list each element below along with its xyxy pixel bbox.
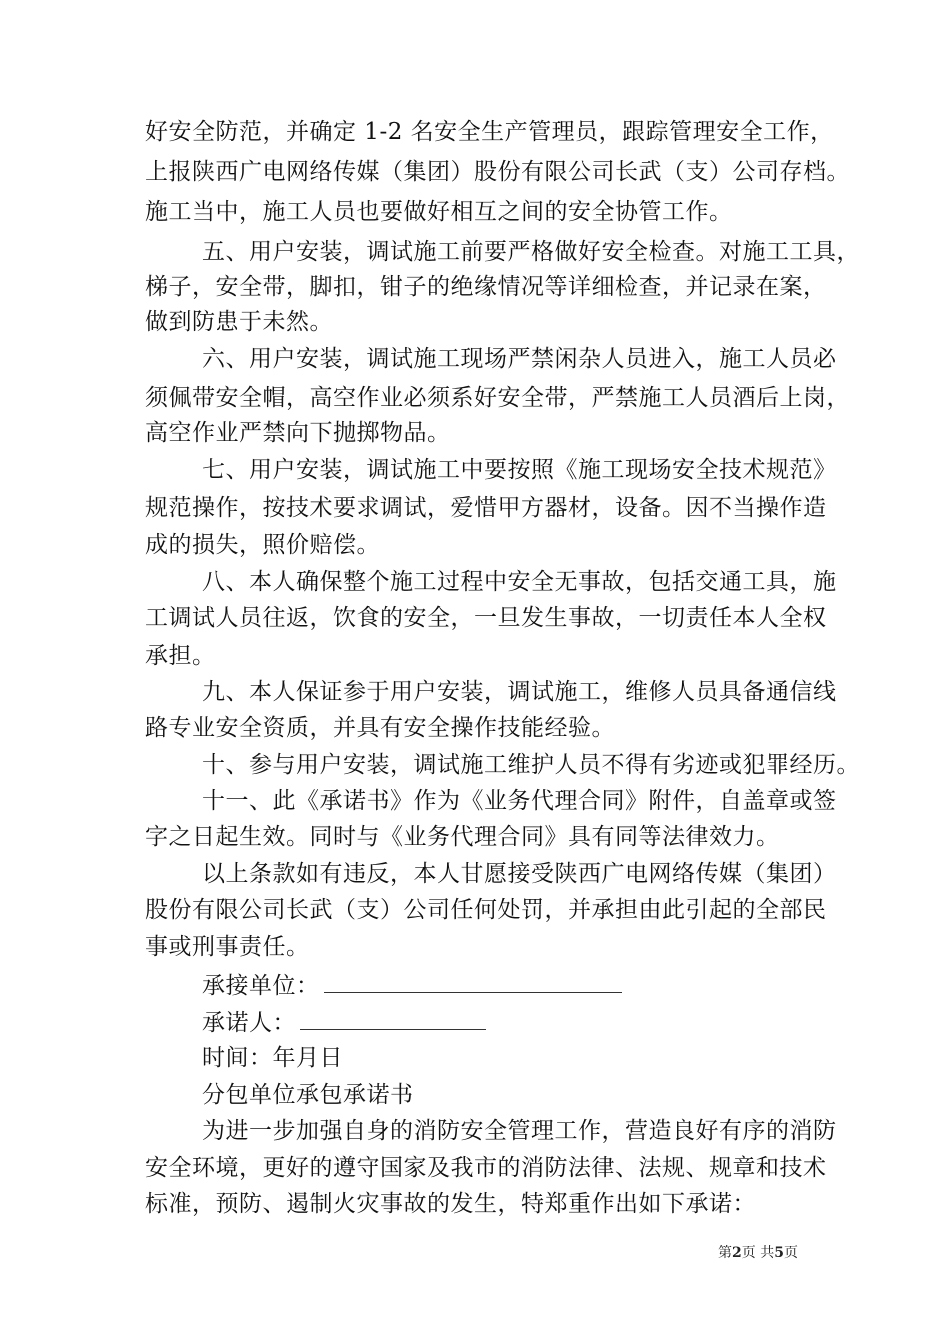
text-line: 施工当中，施工人员也要做好相互之间的安全协管工作。 [145, 199, 733, 225]
current-page-number: 2 [732, 1245, 742, 1261]
text-line: 十、参与用户安装，调试施工维护人员不得有劣迹或犯罪经历。 [202, 752, 860, 778]
text-line: 工调试人员往返，饮食的安全，一旦发生事故，一切责任本人全权 [145, 605, 827, 631]
text-line: 五、用户安装，调试施工前要严格做好安全检查。对施工工具， [202, 239, 860, 265]
footer-middle: 页 共 [741, 1245, 775, 1261]
text-line: 安全环境，更好的遵守国家及我市的消防法律、法规、规章和技术 [145, 1155, 827, 1181]
text-line: 为进一步加强自身的消防安全管理工作，营造良好有序的消防 [202, 1118, 837, 1144]
text-line: 高空作业严禁向下抛掷物品。 [145, 420, 451, 446]
text-line: 梯子，安全带，脚扣，钳子的绝缘情况等详细检查，并记录在案， [145, 274, 827, 300]
text-line: 做到防患于未然。 [145, 309, 333, 335]
text-line: 事或刑事责任。 [145, 934, 310, 960]
signature-unit-label: 承接单位： [202, 973, 320, 999]
page-number-footer [718, 1244, 798, 1262]
text-line: 成的损失，照价赔偿。 [145, 532, 380, 558]
text-line: 好安全防范，并确定 1-2 名安全生产管理员，跟踪管理安全工作， [145, 119, 834, 145]
text-line: 以上条款如有违反，本人甘愿接受陕西广电网络传媒（集团） [202, 861, 837, 887]
date-line: 时间：年月日 [202, 1045, 343, 1071]
text-line: 须佩带安全帽，高空作业必须系好安全带，严禁施工人员酒后上岗， [145, 385, 850, 411]
footer-suffix: 页 [783, 1245, 798, 1261]
text-line: 八、本人确保整个施工过程中安全无事故，包括交通工具，施 [202, 569, 837, 595]
text-line: 路专业安全资质，并具有安全操作技能经验。 [145, 715, 615, 741]
section-heading: 分包单位承包承诺书 [202, 1082, 414, 1108]
text-line: 规范操作，按技术要求调试，爱惜甲方器材，设备。因不当操作造 [145, 495, 827, 521]
text-line: 承担。 [145, 643, 216, 669]
footer-prefix: 第 [718, 1245, 732, 1261]
signature-unit-line [202, 970, 622, 1001]
signature-unit-blank[interactable] [324, 970, 622, 993]
text-line: 字之日起生效。同时与《业务代理合同》具有同等法律效力。 [145, 824, 780, 850]
signature-person-line [202, 1007, 486, 1038]
text-line: 六、用户安装，调试施工现场严禁闲杂人员进入，施工人员必 [202, 346, 837, 372]
text-line: 股份有限公司长武（支）公司任何处罚，并承担由此引起的全部民 [145, 897, 827, 923]
signature-person-label: 承诺人： [202, 1010, 296, 1036]
text-line: 标准，预防、遏制火灾事故的发生，特郑重作出如下承诺： [145, 1191, 756, 1217]
text-line: 九、本人保证参于用户安装，调试施工，维修人员具备通信线 [202, 679, 837, 705]
signature-person-blank[interactable] [300, 1007, 486, 1030]
text-line: 七、用户安装，调试施工中要按照《施工现场安全技术规范》 [202, 457, 837, 483]
text-line: 上报陕西广电网络传媒（集团）股份有限公司长武（支）公司存档。 [145, 159, 850, 185]
total-page-number: 5 [774, 1245, 784, 1261]
text-line: 十一、此《承诺书》作为《业务代理合同》附件，自盖章或签 [202, 788, 837, 814]
